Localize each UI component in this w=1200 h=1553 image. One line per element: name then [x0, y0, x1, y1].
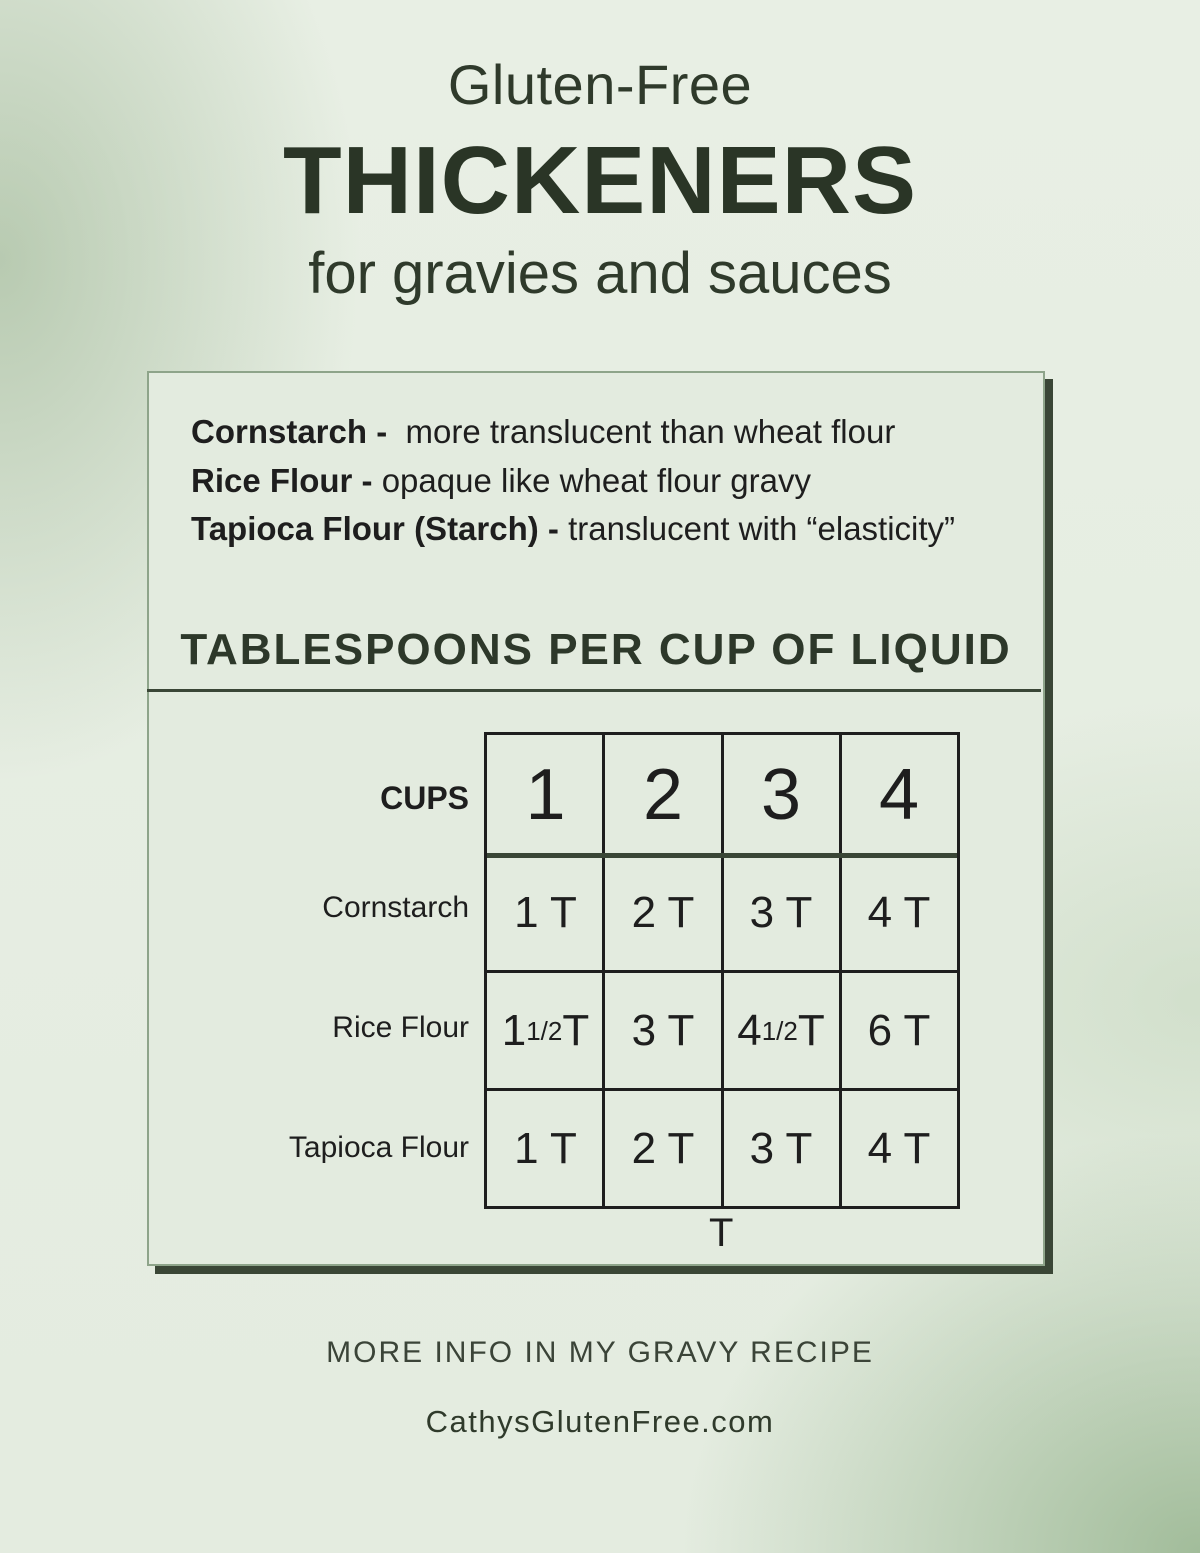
tapioca-cell-2: 2 T [631, 1124, 695, 1173]
rice-flour-cell-4: 6 T [867, 1006, 931, 1055]
cornstarch-cell-1: 1 T [514, 888, 577, 937]
cornstarch-cell-2: 2 T [631, 888, 695, 937]
more-info-text: MORE INFO IN MY GRAVY RECIPE [326, 1336, 874, 1369]
tapioca-cell-3: 3 T [749, 1124, 813, 1173]
rice-flour-cell-1-unit: T [562, 1006, 590, 1055]
row-label-cups: CUPS [380, 780, 469, 816]
conversion-table [484, 732, 960, 1209]
stray-t-mark: T [709, 1211, 734, 1255]
row-label-rice-flour: Rice Flour [332, 1011, 469, 1044]
rice-flour-cell-3-whole: 4 [737, 1006, 762, 1055]
cornstarch-cell-3: 3 T [749, 888, 813, 937]
rice-flour-cell-3 [722, 973, 840, 1089]
title-subtitle: for gravies and sauces [308, 241, 892, 306]
desc-tapioca-text: translucent with “elasticity” [558, 510, 956, 547]
tapioca-cell-1: 1 T [514, 1124, 577, 1173]
rice-flour-cell-2: 3 T [631, 1006, 695, 1055]
rice-flour-cell-3-unit: T [797, 1006, 825, 1055]
cornstarch-cell-4: 4 T [867, 888, 931, 937]
section-divider [147, 689, 1041, 692]
desc-cornstarch-text: more translucent than wheat flour [387, 413, 896, 450]
rice-flour-cell-1-whole: 1 [501, 1006, 527, 1055]
row-label-tapioca: Tapioca Flour [288, 1131, 469, 1164]
desc-tapioca [191, 510, 955, 548]
desc-rice-flour-text: opaque like wheat flour gravy [372, 462, 811, 499]
rice-flour-cell-1 [487, 973, 604, 1089]
desc-tapioca-name: Tapioca Flour (Starch) - [191, 510, 559, 547]
info-card [147, 371, 1045, 1266]
row-label-cornstarch: Cornstarch [322, 891, 469, 924]
cups-cell-3: 3 [760, 755, 802, 835]
cups-cell-1: 1 [525, 755, 566, 835]
section-title: TABLESPOONS PER CUP OF LIQUID [180, 625, 1012, 674]
desc-rice-flour [191, 462, 811, 500]
tapioca-cell-4: 4 T [867, 1124, 931, 1173]
rice-flour-cell-3-fraction: 1/2 [761, 1015, 798, 1046]
rice-flour-cell-1-fraction: 1/2 [526, 1015, 563, 1046]
website-link[interactable]: CathysGlutenFree.com [425, 1404, 775, 1439]
desc-cornstarch [191, 413, 895, 451]
title-gluten-free: Gluten-Free [447, 53, 753, 116]
title-thickeners: THICKENERS [282, 127, 918, 234]
desc-rice-flour-name: Rice Flour - [191, 462, 373, 499]
cups-cell-2: 2 [642, 755, 684, 835]
cups-cell-4: 4 [878, 755, 920, 835]
desc-cornstarch-name: Cornstarch - [191, 413, 388, 450]
